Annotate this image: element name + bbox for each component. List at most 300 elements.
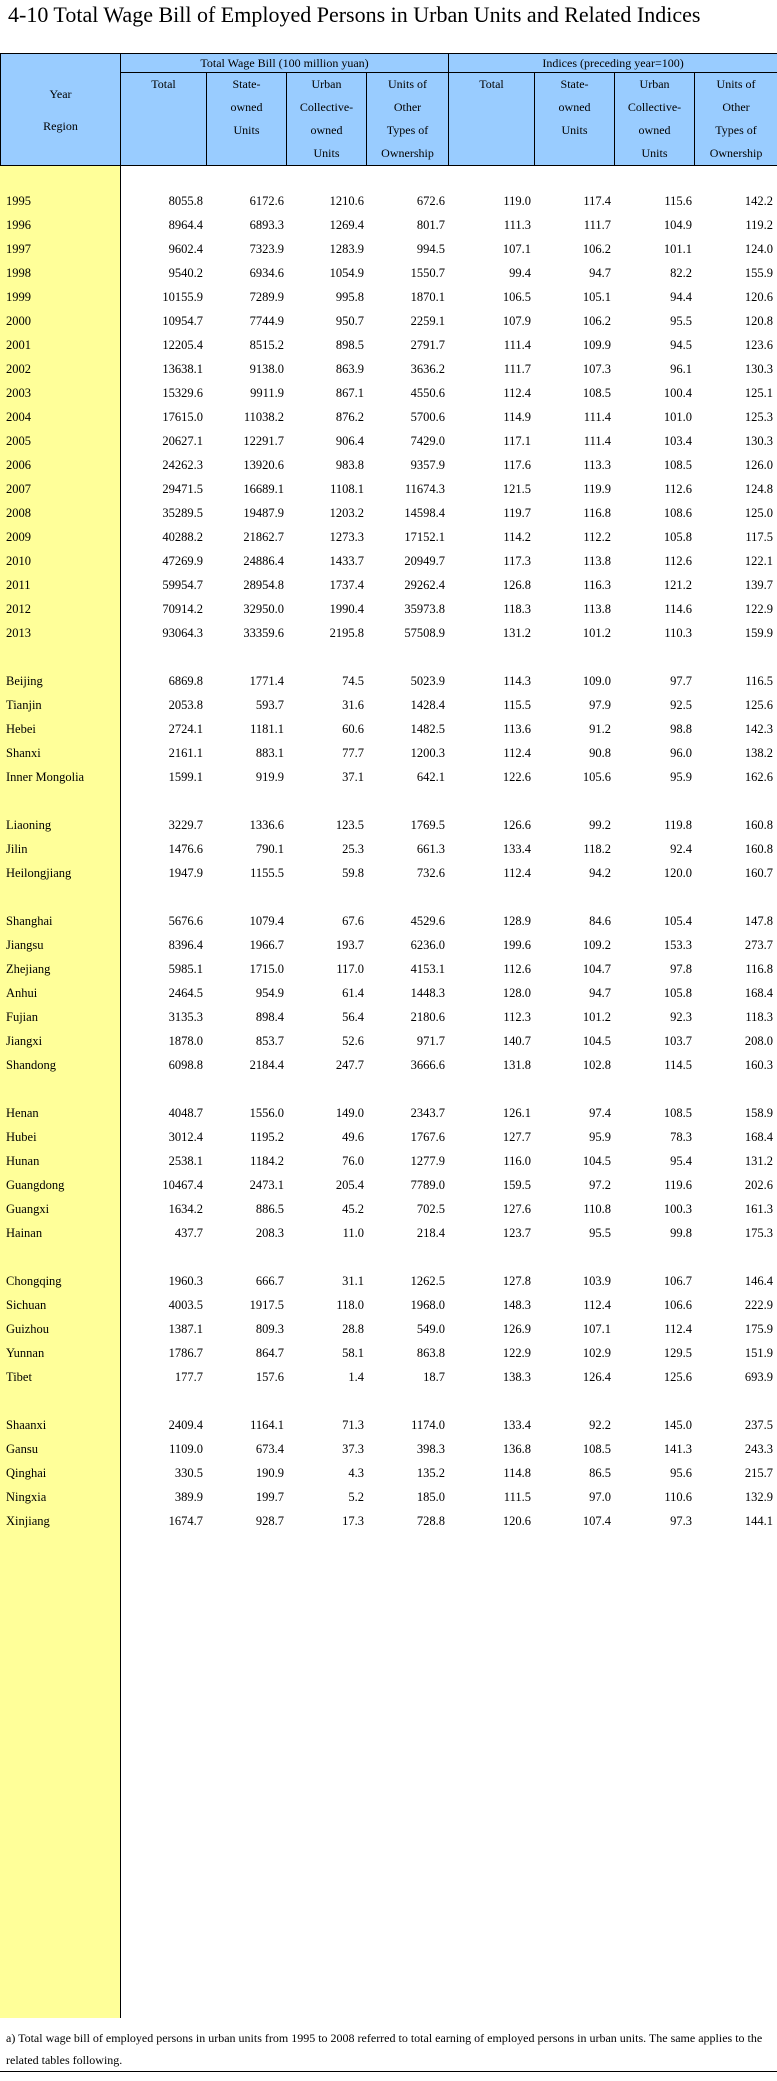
table-cell: 14598.4 — [404, 506, 445, 520]
table-cell: 99.2 — [589, 818, 611, 832]
table-cell: 950.7 — [335, 314, 364, 328]
table-cell: 661.3 — [416, 842, 445, 856]
table-cell: 118.3 — [745, 1010, 773, 1024]
region-row — [0, 671, 777, 691]
table-cell: 123.7 — [502, 1226, 531, 1240]
table-cell: 126.8 — [502, 578, 531, 592]
table-cell: 1769.5 — [410, 818, 445, 832]
table-cell: 1054.9 — [329, 266, 364, 280]
table-cell: 5985.1 — [168, 962, 203, 976]
table-cell: 136.8 — [502, 1442, 531, 1456]
table-cell: 119.0 — [503, 194, 531, 208]
table-cell: 111.4 — [503, 338, 531, 352]
table-cell: 99.4 — [509, 266, 531, 280]
table-cell: 119.6 — [664, 1178, 692, 1192]
table-cell: 205.4 — [335, 1178, 364, 1192]
table-cell: 1273.3 — [329, 530, 364, 544]
table-cell: 5700.6 — [410, 410, 445, 424]
table-cell: 864.7 — [255, 1346, 284, 1360]
table-cell: 1181.1 — [250, 722, 284, 736]
table-cell: 117.3 — [503, 554, 531, 568]
table-cell: 138.3 — [502, 1370, 531, 1384]
table-cell: 112.6 — [664, 482, 692, 496]
table-cell: 114.5 — [664, 1058, 692, 1072]
table-cell: 95.6 — [670, 1466, 692, 1480]
table-cell: 17.3 — [342, 1514, 364, 1528]
table-cell: 2473.1 — [249, 1178, 284, 1192]
column-header-line: State- — [560, 77, 589, 91]
table-cell: 117.0 — [336, 962, 364, 976]
region-row — [0, 1055, 777, 1075]
table-cell: 125.6 — [744, 698, 773, 712]
region-row-label: Shanghai — [6, 914, 53, 928]
table-cell: 18.7 — [423, 1370, 445, 1384]
table-cell: 190.9 — [255, 1466, 284, 1480]
table-cell: 107.9 — [502, 314, 531, 328]
table-cell: 549.0 — [416, 1322, 445, 1336]
table-cell: 125.3 — [744, 410, 773, 424]
region-row-label: Jiangsu — [6, 938, 44, 952]
table-cell: 3229.7 — [168, 818, 203, 832]
table-cell: 11.0 — [342, 1226, 364, 1240]
table-cell: 1200.3 — [410, 746, 445, 760]
table-cell: 70914.2 — [162, 602, 203, 616]
table-cell: 1174.0 — [411, 1418, 445, 1432]
table-cell: 116.5 — [745, 674, 773, 688]
region-row — [0, 1415, 777, 1435]
table-cell: 111.4 — [583, 434, 611, 448]
table-cell: 6869.8 — [168, 674, 203, 688]
table-cell: 8396.4 — [168, 938, 203, 952]
table-cell: 59954.7 — [162, 578, 203, 592]
region-row — [0, 1463, 777, 1483]
table-cell: 642.1 — [416, 770, 445, 784]
column-header-line: Units of — [716, 77, 756, 91]
table-cell: 208.3 — [255, 1226, 284, 1240]
table-cell: 139.7 — [744, 578, 773, 592]
table-cell: 159.9 — [744, 626, 773, 640]
region-row — [0, 1439, 777, 1459]
table-cell: 160.8 — [744, 842, 773, 856]
table-cell: 118.3 — [503, 602, 531, 616]
table-cell: 107.1 — [502, 242, 531, 256]
table-cell: 147.8 — [744, 914, 773, 928]
column-header-line: owned — [230, 100, 263, 114]
year-row — [0, 503, 777, 523]
table-cell: 1277.9 — [410, 1154, 445, 1168]
table-cell: 222.9 — [744, 1298, 773, 1312]
table-cell: 95.4 — [670, 1154, 692, 1168]
table-cell: 118.2 — [583, 842, 611, 856]
table-cell: 13920.6 — [243, 458, 284, 472]
table-cell: 162.6 — [744, 770, 773, 784]
region-row — [0, 1511, 777, 1531]
table-cell: 115.6 — [664, 194, 692, 208]
table-cell: 99.8 — [670, 1226, 692, 1240]
table-cell: 102.9 — [582, 1346, 611, 1360]
region-row-label: Guangdong — [6, 1178, 65, 1192]
region-row — [0, 743, 777, 763]
table-cell: 1771.4 — [249, 674, 284, 688]
table-cell: 130.3 — [744, 434, 773, 448]
table-cell: 906.4 — [335, 434, 364, 448]
table-cell: 7289.9 — [249, 290, 284, 304]
table-cell: 1968.0 — [410, 1298, 445, 1312]
region-row — [0, 1487, 777, 1507]
year-row-label: 2011 — [6, 578, 31, 592]
table-cell: 7744.9 — [249, 314, 284, 328]
table-cell: 128.0 — [502, 986, 531, 1000]
table-cell: 16689.1 — [243, 482, 284, 496]
year-row-label: 2007 — [6, 482, 31, 496]
table-cell: 112.3 — [503, 1010, 531, 1024]
table-cell: 130.3 — [744, 362, 773, 376]
table-cell: 983.8 — [335, 458, 364, 472]
table-cell: 105.8 — [663, 986, 692, 1000]
table-cell: 13638.1 — [162, 362, 203, 376]
year-row — [0, 479, 777, 499]
region-row-label: Xinjiang — [6, 1514, 50, 1528]
table-cell: 112.4 — [503, 386, 531, 400]
table-cell: 1737.4 — [329, 578, 364, 592]
table-cell: 5023.9 — [410, 674, 445, 688]
table-cell: 112.4 — [503, 866, 531, 880]
table-cell: 1556.0 — [249, 1106, 284, 1120]
table-cell: 175.9 — [744, 1322, 773, 1336]
table-cell: 199.7 — [255, 1490, 284, 1504]
table-cell: 145.0 — [663, 1418, 692, 1432]
table-cell: 126.0 — [744, 458, 773, 472]
table-cell: 1109.0 — [169, 1442, 203, 1456]
table-cell: 111.7 — [583, 218, 611, 232]
table-cell: 95.5 — [589, 1226, 611, 1240]
table-cell: 95.5 — [670, 314, 692, 328]
table-cell: 111.3 — [503, 218, 531, 232]
year-row — [0, 335, 777, 355]
table-cell: 133.4 — [502, 842, 531, 856]
table-cell: 17615.0 — [162, 410, 203, 424]
year-row-label: 2010 — [6, 554, 31, 568]
table-cell: 108.5 — [663, 1106, 692, 1120]
table-cell: 1210.6 — [329, 194, 364, 208]
table-cell: 1155.5 — [250, 866, 284, 880]
table-cell: 47269.9 — [162, 554, 203, 568]
region-row — [0, 911, 777, 931]
table-cell: 12291.7 — [243, 434, 284, 448]
table-cell: 5.2 — [348, 1490, 364, 1504]
table-cell: 1428.4 — [410, 698, 445, 712]
column-header-line: Other — [393, 100, 422, 114]
table-cell: 92.3 — [670, 1010, 692, 1024]
table-cell: 693.9 — [744, 1370, 773, 1384]
region-row-label: Beijing — [6, 674, 43, 688]
table-cell: 5676.6 — [168, 914, 203, 928]
data-table — [0, 53, 777, 2019]
table-cell: 3636.2 — [410, 362, 445, 376]
year-row-label: 2003 — [6, 386, 31, 400]
table-cell: 160.8 — [744, 818, 773, 832]
table-cell: 151.9 — [744, 1346, 773, 1360]
region-row-label: Hebei — [6, 722, 36, 736]
region-row — [0, 1271, 777, 1291]
table-cell: 2343.7 — [410, 1106, 445, 1120]
table-cell: 96.1 — [670, 362, 692, 376]
table-cell: 128.9 — [502, 914, 531, 928]
table-cell: 49.6 — [342, 1130, 364, 1144]
table-cell: 243.3 — [744, 1442, 773, 1456]
table-cell: 82.2 — [670, 266, 692, 280]
table-cell: 100.3 — [663, 1202, 692, 1216]
table-cell: 29471.5 — [162, 482, 203, 496]
year-row — [0, 623, 777, 643]
table-cell: 122.1 — [744, 554, 773, 568]
table-cell: 135.2 — [416, 1466, 445, 1480]
region-row-label: Guangxi — [6, 1202, 50, 1216]
table-cell: 148.3 — [502, 1298, 531, 1312]
table-cell: 1878.0 — [168, 1034, 203, 1048]
table-cell: 133.4 — [502, 1418, 531, 1432]
column-header-line: Ownership — [709, 146, 763, 160]
year-row — [0, 527, 777, 547]
table-cell: 117.6 — [503, 458, 531, 472]
table-cell: 119.9 — [583, 482, 611, 496]
region-row — [0, 1103, 777, 1123]
table-cell: 127.7 — [502, 1130, 531, 1144]
table-cell: 138.2 — [744, 746, 773, 760]
table-cell: 954.9 — [255, 986, 284, 1000]
table-cell: 215.7 — [744, 1466, 773, 1480]
table-cell: 1947.9 — [168, 866, 203, 880]
table-cell: 60.6 — [342, 722, 364, 736]
column-header-line: owned — [310, 123, 343, 137]
table-cell: 124.0 — [744, 242, 773, 256]
table-cell: 1476.6 — [168, 842, 203, 856]
region-row-label: Anhui — [6, 986, 38, 1000]
region-row — [0, 1295, 777, 1315]
table-cell: 673.4 — [255, 1442, 284, 1456]
table-cell: 2409.4 — [168, 1418, 203, 1432]
table-cell: 92.4 — [670, 842, 692, 856]
table-cell: 112.4 — [503, 746, 531, 760]
table-cell: 106.6 — [663, 1298, 692, 1312]
table-cell: 91.2 — [589, 722, 611, 736]
table-cell: 1283.9 — [329, 242, 364, 256]
region-row — [0, 719, 777, 739]
table-cell: 144.1 — [744, 1514, 773, 1528]
table-cell: 160.7 — [744, 866, 773, 880]
table-cell: 9911.9 — [250, 386, 284, 400]
table-cell: 29262.4 — [404, 578, 445, 592]
table-cell: 92.5 — [670, 698, 692, 712]
table-cell: 24262.3 — [162, 458, 203, 472]
table-cell: 1164.1 — [250, 1418, 284, 1432]
table-cell: 35973.8 — [404, 602, 445, 616]
table-cell: 105.6 — [582, 770, 611, 784]
table-cell: 112.2 — [583, 530, 611, 544]
table-cell: 7429.0 — [410, 434, 445, 448]
table-cell: 6893.3 — [249, 218, 284, 232]
table-cell: 90.8 — [589, 746, 611, 760]
table-cell: 108.5 — [582, 1442, 611, 1456]
table-cell: 108.5 — [663, 458, 692, 472]
table-cell: 7323.9 — [249, 242, 284, 256]
header-year: Year — [49, 86, 72, 101]
year-row-label: 1999 — [6, 290, 31, 304]
column-header-line: owned — [558, 100, 591, 114]
table-cell: 121.2 — [663, 578, 692, 592]
region-row — [0, 1199, 777, 1219]
table-cell: 10155.9 — [162, 290, 203, 304]
table-cell: 6236.0 — [410, 938, 445, 952]
table-cell: 105.4 — [663, 914, 692, 928]
table-cell: 1599.1 — [168, 770, 203, 784]
table-cell: 20627.1 — [162, 434, 203, 448]
table-cell: 398.3 — [416, 1442, 445, 1456]
column-header — [695, 73, 777, 166]
region-row — [0, 1175, 777, 1195]
table-cell: 117.5 — [745, 530, 773, 544]
table-cell: 94.2 — [589, 866, 611, 880]
table-cell: 437.7 — [174, 1226, 203, 1240]
table-cell: 1.4 — [348, 1370, 364, 1384]
table-cell: 105.8 — [663, 530, 692, 544]
table-cell: 1786.7 — [168, 1346, 203, 1360]
table-cell: 142.2 — [744, 194, 773, 208]
year-row — [0, 599, 777, 619]
table-cell: 114.2 — [503, 530, 531, 544]
table-cell: 114.6 — [664, 602, 692, 616]
table-cell: 98.8 — [670, 722, 692, 736]
year-row-label: 1996 — [6, 218, 31, 232]
table-cell: 6098.8 — [168, 1058, 203, 1072]
header-group-wage: Total Wage Bill (100 million yuan) — [121, 54, 449, 73]
table-cell: 97.3 — [670, 1514, 692, 1528]
table-cell: 732.6 — [416, 866, 445, 880]
year-row-label: 2008 — [6, 506, 31, 520]
region-row-label: Sichuan — [6, 1298, 47, 1312]
column-header-line: State- — [232, 77, 261, 91]
table-cell: 107.1 — [582, 1322, 611, 1336]
table-cell: 107.3 — [582, 362, 611, 376]
table-cell: 1203.2 — [329, 506, 364, 520]
table-cell: 101.1 — [663, 242, 692, 256]
year-row — [0, 551, 777, 571]
table-cell: 95.9 — [670, 770, 692, 784]
table-cell: 1990.4 — [329, 602, 364, 616]
table-cell: 37.1 — [342, 770, 364, 784]
column-header-line: Collective- — [627, 100, 682, 114]
column-header-line: Types of — [715, 123, 757, 137]
table-cell: 123.6 — [744, 338, 773, 352]
table-cell: 149.0 — [335, 1106, 364, 1120]
table-cell: 157.6 — [255, 1370, 284, 1384]
table-cell: 113.6 — [503, 722, 531, 736]
table-header — [0, 53, 777, 166]
region-row-label: Hubei — [6, 1130, 37, 1144]
header-region: Region — [43, 118, 78, 133]
year-row-label: 2005 — [6, 434, 31, 448]
table-cell: 1195.2 — [250, 1130, 284, 1144]
table-cell: 142.3 — [744, 722, 773, 736]
table-cell: 10954.7 — [162, 314, 203, 328]
table-cell: 4529.6 — [410, 914, 445, 928]
table-cell: 114.8 — [503, 1466, 531, 1480]
table-cell: 9602.4 — [168, 242, 203, 256]
region-row-label: Heilongjiang — [6, 866, 72, 880]
table-cell: 995.8 — [335, 290, 364, 304]
table-cell: 125.6 — [663, 1370, 692, 1384]
table-cell: 119.2 — [745, 218, 773, 232]
table-cell: 202.6 — [744, 1178, 773, 1192]
table-cell: 1448.3 — [410, 986, 445, 1000]
table-cell: 31.1 — [342, 1274, 364, 1288]
region-row — [0, 1367, 777, 1387]
table-cell: 4048.7 — [168, 1106, 203, 1120]
table-cell: 8964.4 — [168, 218, 203, 232]
table-cell: 102.8 — [582, 1058, 611, 1072]
table-cell: 110.6 — [664, 1490, 692, 1504]
table-cell: 1870.1 — [410, 290, 445, 304]
table-cell: 108.6 — [663, 506, 692, 520]
table-cell: 919.9 — [255, 770, 284, 784]
table-cell: 127.8 — [502, 1274, 531, 1288]
table-cell: 153.3 — [663, 938, 692, 952]
table-cell: 11674.3 — [404, 482, 445, 496]
column-header-line: Urban — [639, 77, 670, 91]
table-cell: 28954.8 — [243, 578, 284, 592]
column-header — [535, 73, 615, 166]
region-row — [0, 1343, 777, 1363]
table-cell: 84.6 — [589, 914, 611, 928]
table-cell: 106.7 — [663, 1274, 692, 1288]
table-cell: 109.2 — [582, 938, 611, 952]
region-row — [0, 1127, 777, 1147]
table-cell: 6934.6 — [249, 266, 284, 280]
table-cell: 199.6 — [502, 938, 531, 952]
table-cell: 103.7 — [663, 1034, 692, 1048]
region-row-label: Guizhou — [6, 1322, 50, 1336]
table-cell: 104.7 — [582, 962, 611, 976]
table-cell: 159.5 — [502, 1178, 531, 1192]
table-cell: 9357.9 — [410, 458, 445, 472]
column-header-line: Urban — [311, 77, 342, 91]
table-cell: 19487.9 — [243, 506, 284, 520]
table-cell: 4.3 — [348, 1466, 364, 1480]
table-cell: 1960.3 — [168, 1274, 203, 1288]
year-row — [0, 383, 777, 403]
table-cell: 3135.3 — [168, 1010, 203, 1024]
table-cell: 117.1 — [503, 434, 531, 448]
year-row — [0, 359, 777, 379]
table-cell: 11038.2 — [243, 410, 284, 424]
table-cell: 168.4 — [744, 1130, 773, 1144]
table-cell: 117.4 — [583, 194, 611, 208]
table-cell: 1336.6 — [249, 818, 284, 832]
region-row — [0, 695, 777, 715]
table-cell: 886.5 — [255, 1202, 284, 1216]
table-cell: 4550.6 — [410, 386, 445, 400]
table-cell: 21862.7 — [243, 530, 284, 544]
table-cell: 45.2 — [342, 1202, 364, 1216]
table-cell: 389.9 — [174, 1490, 203, 1504]
table-cell: 132.9 — [744, 1490, 773, 1504]
table-cell: 15329.6 — [162, 386, 203, 400]
table-cell: 93064.3 — [162, 626, 203, 640]
table-cell: 109.9 — [582, 338, 611, 352]
table-cell: 853.7 — [255, 1034, 284, 1048]
column-header-line: Units — [233, 123, 260, 137]
year-row-label: 2006 — [6, 458, 31, 472]
